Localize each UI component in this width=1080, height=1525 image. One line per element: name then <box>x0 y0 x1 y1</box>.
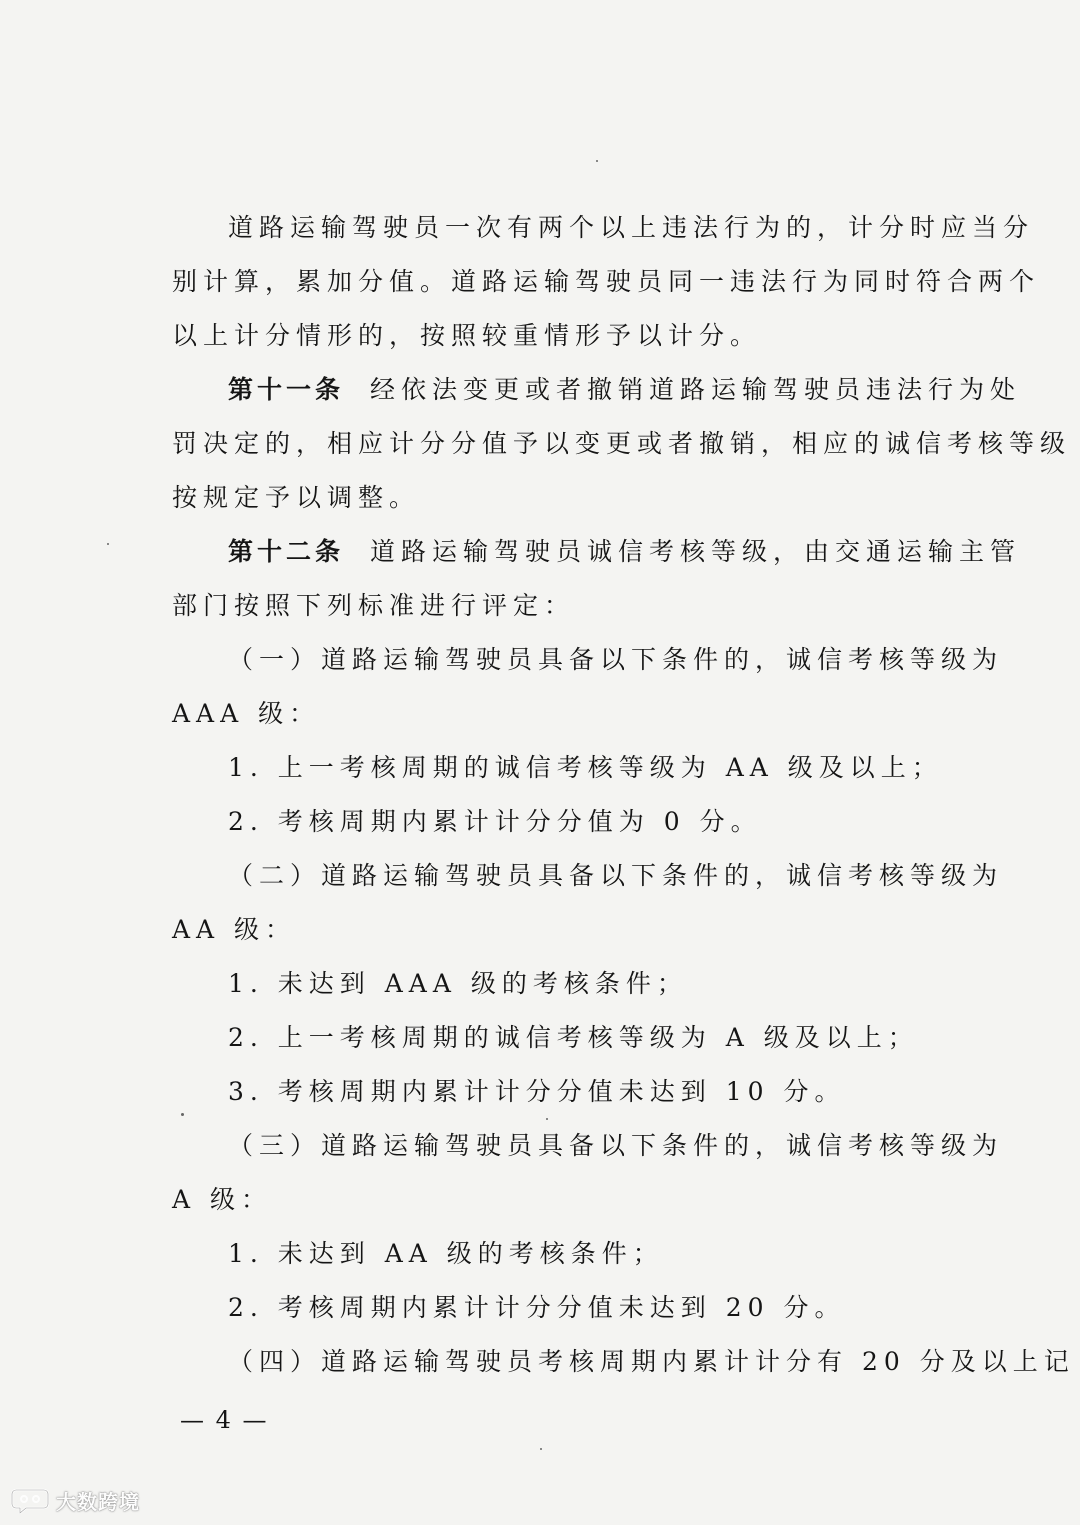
list-item: 1. 未达到 AA 级的考核条件； <box>228 1239 664 1268</box>
watermark <box>10 1485 140 1515</box>
paragraph-line: AAA 级： <box>172 699 321 728</box>
clause-1-heading: （一）道路运输驾驶员具备以下条件的，诚信考核等级为 <box>228 645 1004 674</box>
scan-speck <box>540 1448 542 1450</box>
scan-speck <box>596 160 598 162</box>
list-item: 1. 上一考核周期的诚信考核等级为 AA 级及以上； <box>228 753 943 782</box>
list-item: 3. 考核周期内累计计分分值未达到 10 分。 <box>228 1077 846 1106</box>
paragraph-line: 别计算，累加分值。道路运输驾驶员同一违法行为同时符合两个 <box>172 267 1041 296</box>
scan-speck <box>181 1113 184 1116</box>
scan-speck <box>107 543 109 545</box>
scan-speck <box>546 1118 548 1120</box>
list-item: 1. 未达到 AAA 级的考核条件； <box>228 969 688 998</box>
clause-4-heading: （四）道路运输驾驶员考核周期内累计计分有 20 分及以上记 <box>228 1347 1075 1376</box>
page-number: — 4 — <box>180 1406 269 1434</box>
paragraph-line: 按规定予以调整。 <box>172 483 421 512</box>
list-item: 2. 考核周期内累计计分分值未达到 20 分。 <box>228 1293 846 1322</box>
paragraph-line: 道路运输驾驶员一次有两个以上违法行为的，计分时应当分 <box>228 213 1035 242</box>
article-11-label: 第十一条 <box>228 375 345 404</box>
paragraph-line: AA 级： <box>172 915 297 944</box>
article-11-first-line: 第十一条 经依法变更或者撤销道路运输驾驶员违法行为处 <box>228 375 1022 404</box>
clause-3-heading: （三）道路运输驾驶员具备以下条件的，诚信考核等级为 <box>228 1131 1004 1160</box>
article-12-first-line: 第十二条 道路运输驾驶员诚信考核等级，由交通运输主管 <box>228 537 1022 566</box>
article-12-label: 第十二条 <box>228 537 345 566</box>
paragraph-line: A 级： <box>172 1185 273 1214</box>
chat-bubble-logo-icon <box>10 1486 50 1514</box>
paragraph-line: 罚决定的，相应计分分值予以变更或者撤销，相应的诚信考核等级 <box>172 429 1072 458</box>
clause-2-heading: （二）道路运输驾驶员具备以下条件的，诚信考核等级为 <box>228 861 1004 890</box>
paragraph-line: 以上计分情形的，按照较重情形予以计分。 <box>172 321 762 350</box>
list-item: 2. 上一考核周期的诚信考核等级为 A 级及以上； <box>228 1023 919 1052</box>
paragraph-line: 部门按照下列标准进行评定： <box>172 591 576 620</box>
list-item: 2. 考核周期内累计计分分值为 0 分。 <box>228 807 762 836</box>
watermark-text: 大数跨境 <box>56 1489 140 1514</box>
